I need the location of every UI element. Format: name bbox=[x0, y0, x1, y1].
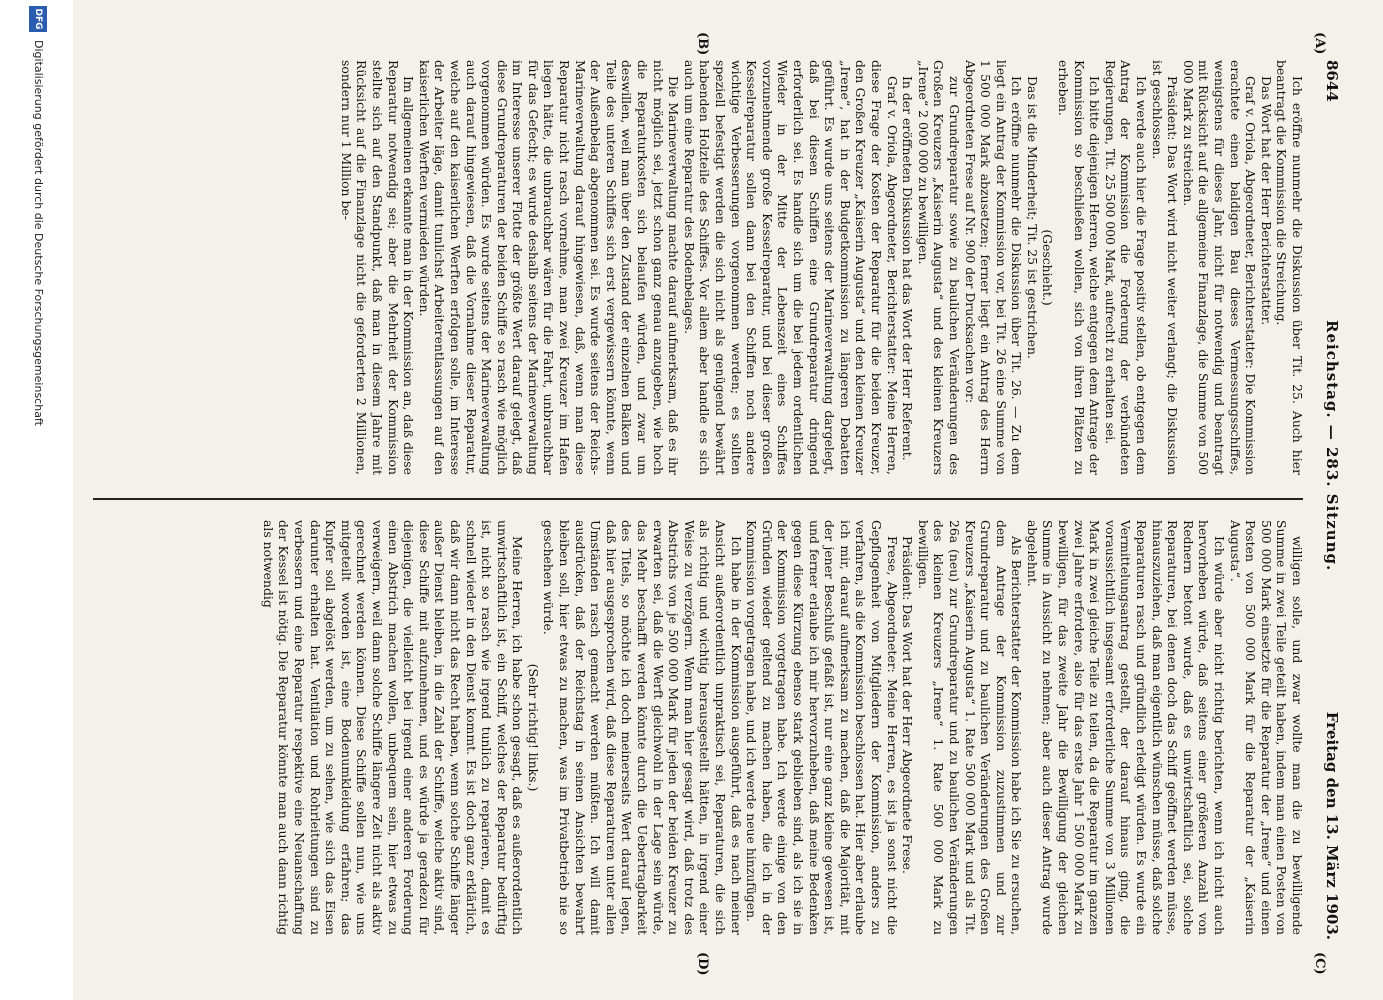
paragraph: Meine Herren, ich habe schon gesagt, daß es außerordentlich unwirtschaftlich ist, ein Schiff, welches der Reparatur bedürftig ist, nicht so rasch wie irgend tunlich zu reparieren, damit es schnell wieder in den Dienst kommt. Es ist doch ganz erklärlich, daß wir dann nicht das Recht haben, wenn solche Schiffe länger außer Dienst bleiben, in die Zahl der Schiffe, welche aktiv sind, diese Schiffe mit aufzunehmen, und es würde ja geradezu für diejenigen, die vielleicht bei irgend einer anderen Forderung einen Abstrich machen wollen, unbequem sein, hier etwas zu verweigern, weil dann solche Schiffe längere Zeit nicht als aktiv gerechnet werden können. Diese Schiffe sollen nun, wie uns mitgeteilt worden ist, eine Bodenumkleidung erfahren; das Kupfer soll abgelöst werden, um zu sehen, wie sich das Eisen darunter erhalten hat. Ventilation und Rohrleitungen sind zu verbessern und eine Reparatur respektive eine Neuanschaffung der Kessel ist nötig. Die Reparatur könnte man auch dann richtig als notwendig bbox=[260, 520, 526, 935]
paragraph: Ich habe in der Kommission ausgeführt, daß es nach meiner Ansicht außerordentlich unpraktisch sei, Reparaturen, die sich als richtig und wichtig herausgestellt hätten, in irgend einer Weise zu verzögern. Wenn man hier gesagt wird, daß trotz des Abstrichs von je 500 000 Mark für jeden der beiden Kreuzer zu erwarten sei, daß die Werft gleichwohl in der Lage sein würde, das Mehr beschafft werden könnte durch die Uebertragbarkeit des Titels, so möchte ich doch meinerseits Wert darauf legen, daß hier ausgesprochen wird, daß diese Reparaturen unter allen Umständen rasch gemacht werden müßten. Ich will damit ausdrücken, daß der Reichstag in seinen Ansichten bewahrt bleiben soll, hier etwas zu machen, was im Privatbetrieb nie so geschehen würde. bbox=[541, 520, 744, 935]
paragraph: willigen solle, und zwar wollte man die zu bewilligende Summe in zwei Teile geteilt haben, indem man einen Posten von 500 000 Mark einsetzte für die Reparatur der „Irene“ und einen Posten von 500 000 Mark für die Reparatur der „Kaiserin Augusta“. bbox=[1227, 520, 1305, 935]
margin-marker-b: (B) bbox=[695, 32, 710, 56]
paragraph: Im allgemeinen erkannte man in der Kommission an, daß diese Reparatur notwendig sei; aber die Mehrheit der Kommission stellte sich auf den Standpunkt, daß man in diesem Jahre mit Rücksicht auf die Finanzlage nicht die geforderten 2 Millionen, sondern nur 1 Million be- bbox=[338, 60, 417, 475]
paragraph: Als Berichterstatter der Kommission habe ich Sie zu ersuchen, dem Antrage der Kommission zuzustimmen und zur Grundreparatur und zu baulichen Veränderungen des Großen Kreuzers „Kaiserin Augusta“ 1. Rate 500 000 Mark und als Tit. 26a (neu) zur Grundreparatur und zu baulichen Veränderungen des kleinen Kreuzers „Irene“ 1. Rate 500 000 Mark zu bewilligen. bbox=[915, 520, 1025, 935]
paragraph: Ich eröffne nunmehr die Diskussion über Tit. 26. — Zu dem liegt ein Antrag der Kommission vor, bei Tit. 26 eine Summe von 1 500 000 Mark abzusetzen; ferner liegt ein Antrag des Herrn Abgeordneten Frese auf Nr. 900 der Drucksachen vor: bbox=[962, 60, 1025, 475]
margin-marker-d: (D) bbox=[695, 952, 710, 976]
page-number: 8644 bbox=[1323, 60, 1341, 102]
paragraph: Ich bitte diejenigen Herren, welche entgegen dem Antrage der Kommission so beschließen wollen, sich von ihren Plätzen zu erheben. bbox=[1056, 60, 1103, 475]
paragraph: Ich eröffne nunmehr die Diskussion über Tit. 25. Auch hier beantragt die Kommission die Streichung. bbox=[1274, 60, 1305, 475]
paragraph: Das ist die Minderheit; Tit. 25 ist gestrichen. bbox=[1024, 76, 1040, 359]
dfg-logo: DFG bbox=[29, 6, 47, 32]
paragraph: Das Wort hat der Herr Berichterstatter. bbox=[1258, 76, 1274, 326]
left-text-column bbox=[90, 60, 1305, 475]
paragraph: In der eröffneten Diskussion hat das Wort der Herr Referent. bbox=[900, 76, 916, 461]
digitization-note: Digitalisierung gefördert durch die Deutsche Forschungsgemeinschaft bbox=[32, 40, 45, 426]
column-divider bbox=[93, 498, 1303, 500]
paragraph: Graf v. Oriola, Abgeordneter, Berichterstatter: Die Kommission erachtete einen baldigen Bau dieses Vermessungsschiffes, wenigstens für dieses Jahr, nicht für notwendig und beantragt mit Rücksicht auf die allgemeine Finanzlage, die Summe von 500 000 Mark zu streichen. bbox=[1180, 60, 1259, 475]
margin-marker-a: (A) bbox=[1312, 32, 1327, 55]
margin-marker-c: (C) bbox=[1312, 952, 1327, 975]
right-text-column bbox=[90, 520, 1305, 935]
paragraph: Frese, Abgeordneter: Meine Herren, es ist ja sonst nicht die Gepflogenheit von Mitgliedern der Kommission, anders zu verfahren, als die Kommission beschlossen hat. Hier aber erlaube ich mir, darauf aufmerksam zu machen, daß die Majorität, mit der jener Beschluß gefaßt ist, nur eine ganz kleine gewesen ist, und ferner erlaube ich mir hervorzuheben, daß meine Bedenken gegen diese Kürzung ebenso stark geblieben sind, als ich sie in der Kommission vorgetragen habe. Ich werde einige von den Gründen wieder geltend zu machen haben, die ich in der Kommission vorgetragen habe, und ich werde neue hinzufügen. bbox=[744, 520, 900, 935]
paragraph: (Sehr richtig! links.) bbox=[525, 663, 541, 792]
paragraph: Graf v. Oriola, Abgeordneter, Berichterstatter: Meine Herren, diese Frage der Kosten der Reparatur für die beiden Kreuzer, den Großen Kreuzer „Kaiserin Augusta“ und den kleinen Kreuzer „Irene“, hat in der Budgetkommission zu längeren Debatten geführt. Es wurde uns seitens der Marineverwaltung dargelegt, daß bei diesen Schiffen eine Grundreparatur dringend erforderlich sei. Es handle sich um die bei jedem ordentlichen Wieder in der Mitte der Lebenszeit eines Schiffes vorzunehmende große Kesselreparatur, und bei dieser großen Kesselreparatur sollen dann bei den Schiffen noch andere wichtige Verbesserungen vorgenommen werden; es sollten speziell befestigt werden die sich nicht als genügend bewährt habenden Holzteile des Schiffes. Vor allem aber handle es sich auch um eine Reparatur des Bodenbelages. bbox=[681, 60, 900, 475]
page-header bbox=[1317, 60, 1341, 940]
paragraph: Präsident: Das Wort wird nicht weiter verlangt; die Diskussion ist geschlossen. bbox=[1149, 60, 1181, 475]
paragraph: Die Marineverwaltung machte darauf aufmerksam, daß es ihr nicht möglich sei, jetzt schon ganz genau anzugeben, wie hoch die Reparaturkosten sich belaufen würden, und zwar um deswillen, weil man über den Zustand der einzelnen Balken und Teile des unteren Schiffes sich erst vergewissern könnte, wenn der Außenbelag abgenommen sei. Es wurde seitens der Reichs-Marineverwaltung darauf hingewiesen, daß, wenn man diese Reparatur nicht rasch vornehme, man zwei Kreuzer im Hafen liegen hätte, die unbrauchbar wären für die Fahrt, unbrauchbar für das Gefecht; es wurde deshalb seitens der Marineverwaltung im Interesse unserer Flotte der größte Wert darauf gelegt, daß diese Grundreparaturen der beiden Schiffe so rasch wie möglich vorgenommen würden. Es wurde seitens der Marineverwaltung auch darauf hingewiesen, daß die Vornahme dieser Reparatur, welche auf den kaiserlichen Werften erfolgen solle, im Interesse der Arbeiter läge, damit tunlichst Arbeiterentlassungen auf den kaiserlichen Werften vermieden würden. bbox=[416, 60, 682, 475]
paragraph: Präsident: Das Wort hat der Herr Abgeordnete Frese. bbox=[900, 536, 916, 874]
paragraph: zur Grundreparatur sowie zu baulichen Veränderungen des Großen Kreuzers „Kaiserin Augusta“ und des kleinen Kreuzers „Irene“ 2 000 000 zu bewilligen. bbox=[915, 60, 962, 475]
paragraph: Ich würde aber nicht richtig berichten, wenn ich nicht auch hervorheben würde, daß seitens einer größeren Anzahl von Rednern betont wurde, daß es unwirtschaftlich sei, solche Reparaturen, bei denen doch das Schiff geöffnet werden müsse, hinauszuziehen, daß man eigentlich wünschen müsse, daß solche Reparaturen rasch und gründlich erledigt würden. Es wurde ein Vermittelungsantrag gestellt, der darauf hinaus ging, die voraussichtlich insgesamt erforderliche Summe von 3 Millionen Mark in zwei gleiche Teile zu teilen, da die Reparatur im ganzen zwei Jahre erfordere, also für das erste Jahr 1 500 000 Mark zu bewilligen, für das zweite Jahr die Bewilligung der gleichen Summe in Aussicht zu nehmen; aber auch dieser Antrag wurde abgelehnt. bbox=[1024, 520, 1228, 935]
session-date: Freitag den 13. März 1903. bbox=[1323, 711, 1341, 940]
paragraph: (Geschieht.) bbox=[1040, 229, 1056, 306]
session-title: Reichstag. — 283. Sitzung. bbox=[1323, 320, 1341, 572]
paragraph: Ich werde auch hier die Frage positiv stellen, ob entgegen dem Antrag der Kommission die Forderung der verbündeten Regierungen, Tit. 25 500 000 Mark, aufrecht zu erhalten sei. bbox=[1102, 60, 1150, 475]
